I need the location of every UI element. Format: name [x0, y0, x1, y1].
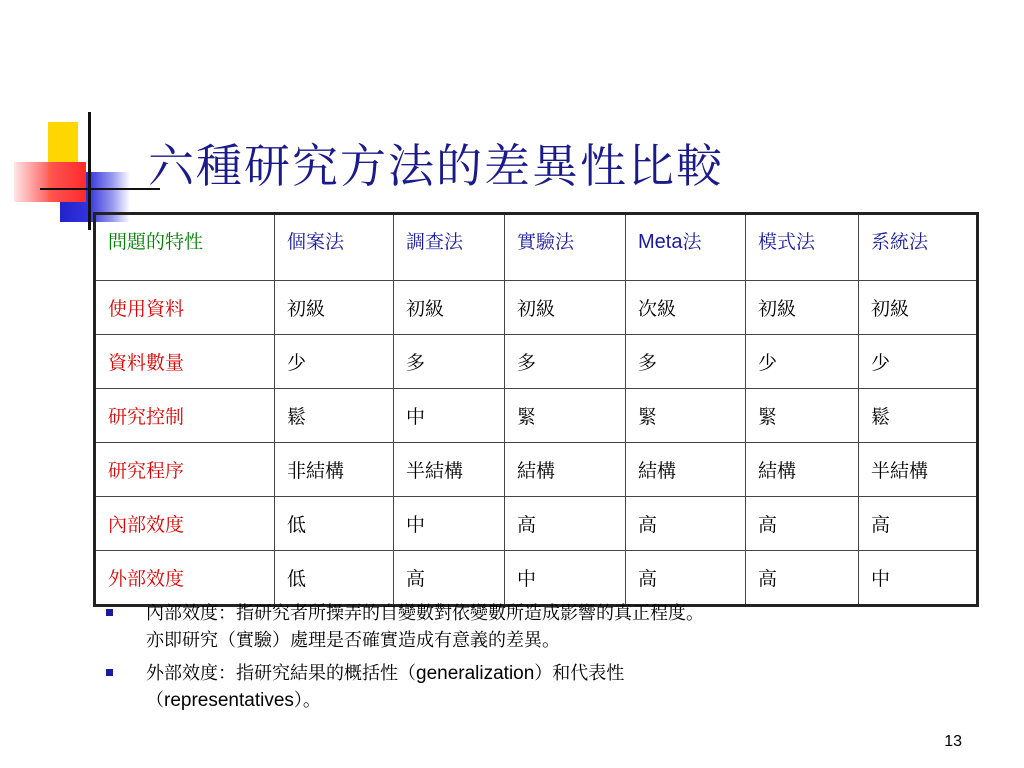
- slide-title: 六種研究方法的差異性比較: [148, 139, 724, 193]
- table-cell: 中: [505, 551, 626, 606]
- logo-red-block: [14, 162, 86, 202]
- table-cell: 中: [859, 551, 978, 606]
- table-cell: 多: [394, 335, 505, 389]
- logo-vertical-line: [88, 112, 91, 230]
- row-label: 研究程序: [95, 443, 275, 497]
- header-meta-cjk: 法: [682, 231, 702, 253]
- table-cell: 多: [505, 335, 626, 389]
- bullet-text-line: 內部效度：指研究者所操弄的自變數對依變數所造成影響的真正程度。: [146, 603, 704, 624]
- table-cell: 多: [626, 335, 746, 389]
- table-cell: 中: [394, 497, 505, 551]
- table-cell: 緊: [505, 389, 626, 443]
- table-cell: 少: [275, 335, 394, 389]
- bullet-text: 外部效度：指研究結果的概括性（: [146, 663, 416, 684]
- table-cell: 半結構: [394, 443, 505, 497]
- bullet-text-line: 亦即研究（實驗）處理是否確實造成有意義的差異。: [146, 630, 560, 651]
- table-cell: 結構: [626, 443, 746, 497]
- bullet-term: generalization: [416, 663, 535, 684]
- bullet-internal-validity: [106, 600, 986, 654]
- table-row: [95, 443, 978, 497]
- table-cell: 結構: [746, 443, 859, 497]
- table-cell: 初級: [746, 281, 859, 335]
- table-cell: 高: [505, 497, 626, 551]
- comparison-table: [93, 212, 979, 607]
- row-label: 內部效度: [95, 497, 275, 551]
- bullet-external-validity: [106, 660, 986, 714]
- logo-horizontal-line: [40, 188, 160, 190]
- bullet-list: [106, 600, 986, 720]
- table-cell: 次級: [626, 281, 746, 335]
- table-cell: 少: [859, 335, 978, 389]
- table-row: [95, 335, 978, 389]
- table-cell: 緊: [626, 389, 746, 443]
- table-cell: 初級: [859, 281, 978, 335]
- table-cell: 緊: [746, 389, 859, 443]
- table-row: [95, 497, 978, 551]
- bullet-square-icon: [106, 669, 113, 676]
- table-cell: 初級: [394, 281, 505, 335]
- table-cell: 高: [626, 497, 746, 551]
- table-cell: 高: [746, 497, 859, 551]
- table-row: [95, 281, 978, 335]
- header-cell-experiment: 實驗法: [505, 214, 626, 281]
- header-corner-cell: 問題的特性: [95, 214, 275, 281]
- bullet-text: ）。: [293, 690, 321, 711]
- table-cell: 低: [275, 497, 394, 551]
- bullet-text: （: [146, 690, 164, 711]
- row-label: 資料數量: [95, 335, 275, 389]
- table-row: [95, 389, 978, 443]
- table-cell: 初級: [505, 281, 626, 335]
- table-cell: 高: [394, 551, 505, 606]
- table-cell: 初級: [275, 281, 394, 335]
- table-cell: 高: [626, 551, 746, 606]
- header-cell-model: 模式法: [746, 214, 859, 281]
- header-cell-system: 系統法: [859, 214, 978, 281]
- header-cell-survey: 調查法: [394, 214, 505, 281]
- table-cell: 少: [746, 335, 859, 389]
- row-label: 研究控制: [95, 389, 275, 443]
- table-cell: 半結構: [859, 443, 978, 497]
- page-number: 13: [944, 733, 962, 750]
- header-meta-latin: Meta: [638, 231, 683, 253]
- bullet-text: ）和代表性: [534, 663, 625, 684]
- table-cell: 低: [275, 551, 394, 606]
- table-header-row: [95, 214, 978, 281]
- bullet-square-icon: [106, 609, 113, 616]
- table-cell: 鬆: [859, 389, 978, 443]
- table-row: [95, 551, 978, 606]
- table-cell: 結構: [505, 443, 626, 497]
- table-cell: 高: [746, 551, 859, 606]
- table-cell: 高: [859, 497, 978, 551]
- table-cell: 中: [394, 389, 505, 443]
- table-cell: 鬆: [275, 389, 394, 443]
- row-label: 外部效度: [95, 551, 275, 606]
- row-label: 使用資料: [95, 281, 275, 335]
- header-cell-case-study: 個案法: [275, 214, 394, 281]
- header-cell-meta: [626, 214, 746, 281]
- bullet-term: representatives: [164, 690, 294, 711]
- bullet-text-line: [146, 660, 986, 687]
- bullet-text-line: [146, 687, 986, 714]
- table-cell: 非結構: [275, 443, 394, 497]
